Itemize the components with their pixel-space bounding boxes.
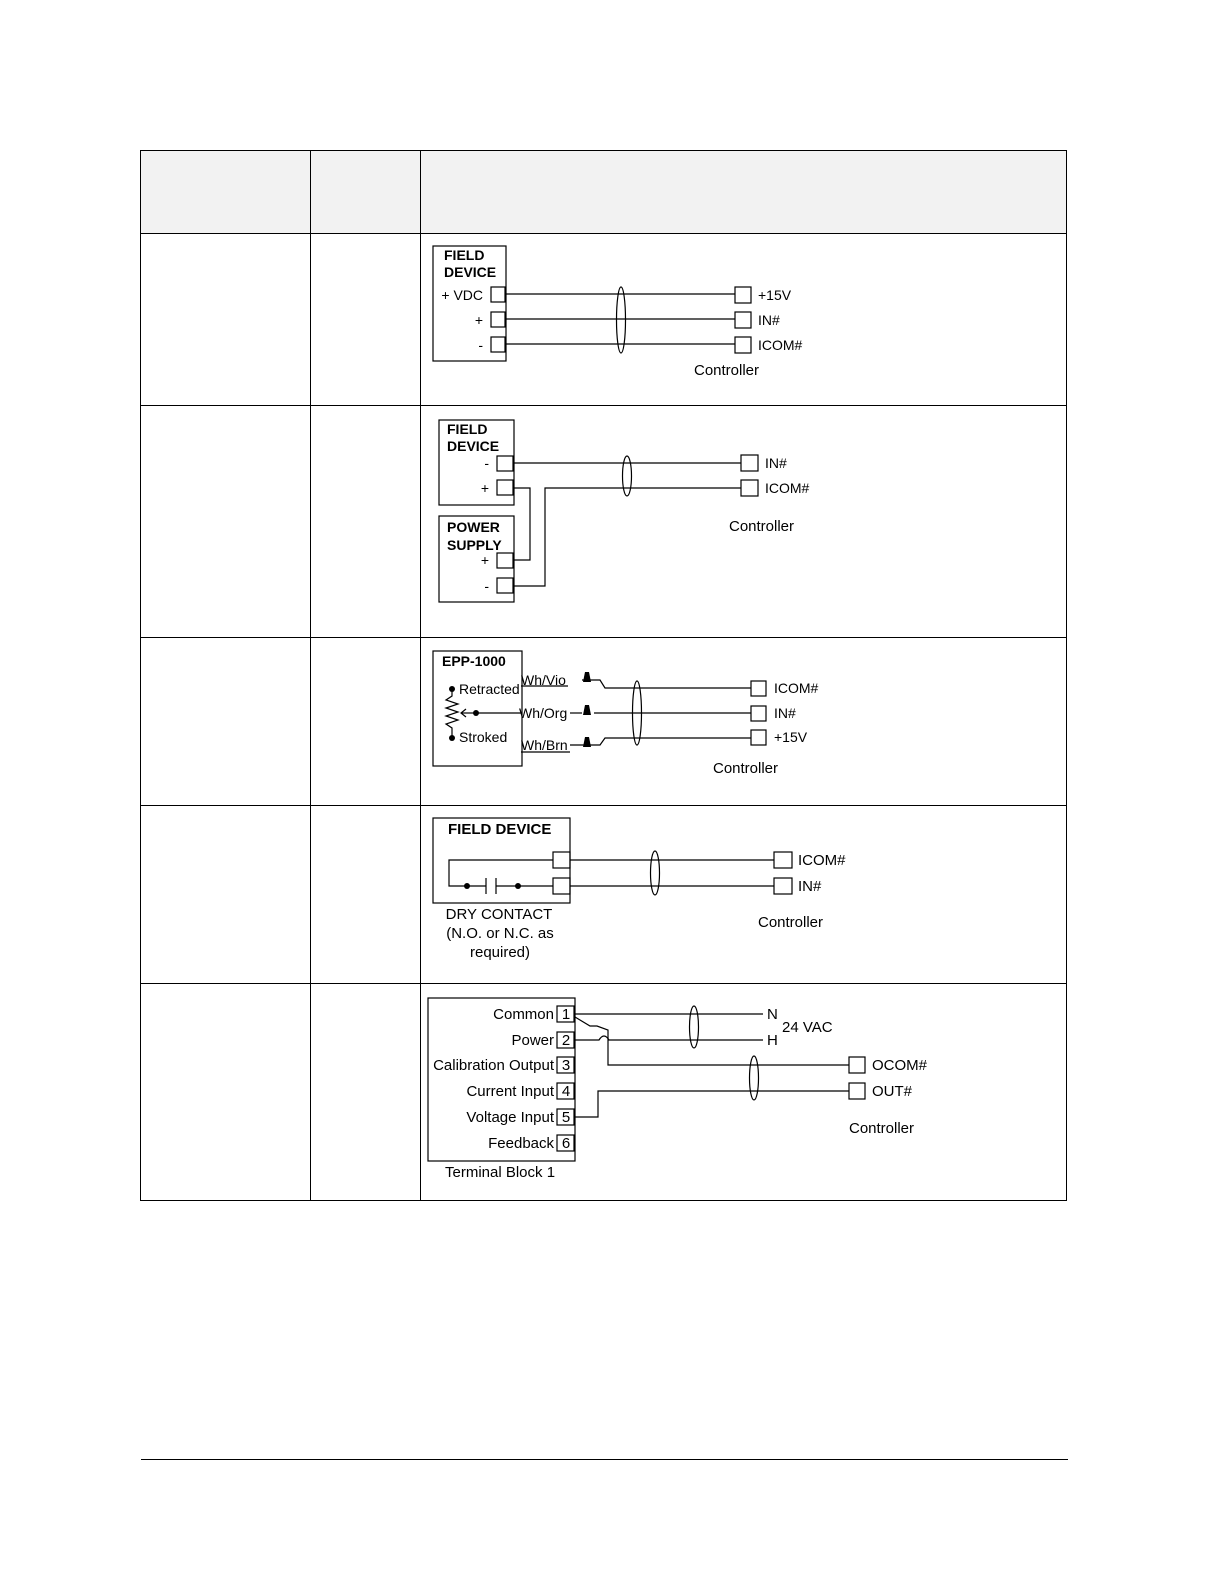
controller-terminal-label: ICOM# — [774, 680, 819, 696]
terminal-label: - — [484, 455, 489, 471]
controller-terminal-label: ICOM# — [798, 852, 846, 869]
controller-terminal — [849, 1057, 865, 1073]
controller-label: Controller — [758, 914, 824, 931]
terminal-label: - — [484, 578, 489, 594]
controller-terminal-label: IN# — [758, 312, 780, 328]
device-title: EPP-1000 — [442, 653, 506, 669]
contact-note: DRY CONTACT — [445, 906, 553, 923]
wire — [575, 1091, 849, 1117]
terminal-number: 5 — [561, 1109, 571, 1126]
supply-label: 24 VAC — [782, 1019, 833, 1036]
controller-terminal-label: IN# — [798, 878, 822, 895]
controller-terminal-label: +15V — [774, 729, 808, 745]
contact-note: required) — [469, 944, 531, 961]
controller-label: Controller — [729, 518, 795, 535]
cable-shield — [750, 1056, 759, 1100]
supply-title: POWER — [447, 519, 500, 535]
wire-color-label: Wh/Vio — [521, 672, 566, 688]
controller-terminal-label: IN# — [774, 705, 796, 721]
device-title: DEVICE — [444, 264, 497, 280]
terminal-name: Calibration Output — [433, 1057, 554, 1074]
wire — [575, 1036, 763, 1040]
controller-terminal — [849, 1083, 865, 1099]
contact-note: (N.O. or N.C. as — [446, 925, 554, 942]
controller-terminal-label: ICOM# — [758, 337, 803, 353]
terminal-label: + — [474, 312, 483, 328]
device-title: FIELD — [444, 247, 485, 263]
terminal-number: 6 — [561, 1135, 571, 1152]
terminal-number: 2 — [561, 1032, 571, 1049]
controller-terminal-label: OCOM# — [872, 1057, 928, 1074]
terminal-number: 3 — [561, 1057, 571, 1074]
device-title: DEVICE — [447, 438, 500, 454]
wire-color-label: Wh/Brn — [521, 737, 568, 753]
controller-terminal-label: +15V — [758, 287, 792, 303]
cable-shield — [690, 1006, 699, 1048]
terminal-number: 4 — [561, 1083, 571, 1100]
supply-terminal-label: N — [767, 1006, 778, 1023]
terminal-number: 1 — [561, 1006, 571, 1023]
controller-label: Controller — [713, 760, 779, 777]
controller-terminal-label: ICOM# — [765, 480, 810, 496]
controller-label: Controller — [694, 362, 760, 379]
terminal-label: - — [478, 337, 483, 353]
terminal-name: Feedback — [488, 1135, 554, 1152]
controller-terminal-label: IN# — [765, 455, 787, 471]
terminal-name: Current Input — [466, 1083, 554, 1100]
device-title: FIELD DEVICE — [448, 821, 552, 838]
block-label: Terminal Block 1 — [445, 1164, 556, 1181]
wire-color-label: Wh/Org — [519, 705, 568, 721]
terminal-name: Power — [511, 1032, 554, 1049]
device-title: FIELD — [447, 421, 488, 437]
terminal-label: + — [480, 552, 489, 568]
footer-rule — [141, 1459, 1068, 1460]
terminal-label: + VDC — [441, 287, 483, 303]
terminal-name: Voltage Input — [466, 1109, 554, 1126]
controller-terminal-label: OUT# — [872, 1083, 913, 1100]
terminal-name: Common — [493, 1006, 554, 1023]
position-label: Retracted — [459, 681, 520, 697]
controller-label: Controller — [849, 1120, 915, 1137]
supply-title: SUPPLY — [447, 537, 502, 553]
terminal-label: + — [480, 480, 489, 496]
supply-terminal-label: H — [767, 1032, 778, 1049]
position-label: Stroked — [459, 729, 508, 745]
